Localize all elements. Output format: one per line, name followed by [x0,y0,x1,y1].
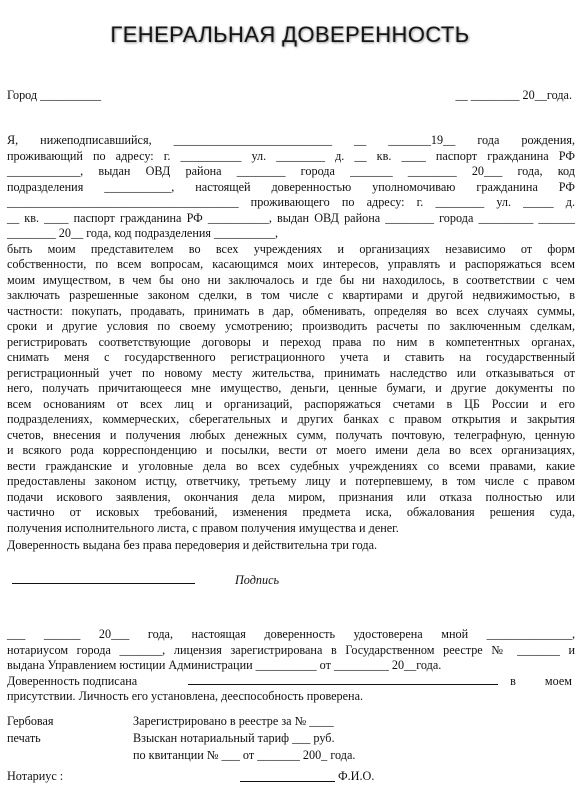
validity-line: Доверенность выдана без права передоверия и действительна три года. [7,538,378,552]
paragraph-line: собственности, по всем вопросам, касающимся моих интересов, управлять и распоряжаться всем [7,257,575,271]
paragraph-line: ____________, выдан ОВД района ________ города _______ ________ 20___ года, код [7,164,575,178]
signature-label: Подпись [235,573,280,587]
paragraph-line: предоставлены законом истцу, ответчику, третьему лицу и потерпевшему, в том числе с правом [7,474,575,488]
paragraph-line: частности: покупать, продавать, принимать в дар, обменивать, определяя во всех случаях суммы, [7,303,575,318]
paragraph-line: счетов, внесения и получения любых денежных сумм, получать почтовую, телеграфную, ценную [7,427,575,442]
paragraph-line: подразделениях, коммерческих, сберегательных и других банках с правом открытия и закрытия [7,412,575,426]
paragraph-line: подразделения ___________, настоящей доверенностью уполномочиваю гражданина РФ [7,179,575,194]
notary-signature-underline [240,781,335,782]
paragraph-line: быть моим представителем во всех учреждениях и организациях независимо от форм [7,241,575,256]
registry-line: Взыскан нотариальный тариф ___ руб. [133,731,335,745]
stamp-label: печать [7,731,41,745]
city-line: Город __________ [7,88,102,102]
presence-line: присутствии. Личность его установлена, дееспособность проверена. [7,689,364,703]
paragraph-line: ___ ______ 20___ года, настоящая доверенность удостоверена мной ______________, [7,627,575,641]
paragraph-line: частично от исковых требований, изменения предмета иска, обжалования решения суда, [7,505,575,519]
registry-line: по квитанции № ___ от _______ 200_ года. [133,748,356,762]
signature-underline [12,583,195,584]
notary-label: Нотариус : [7,769,64,783]
paragraph-line: моим имуществом, в чем бы оно ни заключалось и где бы ни находилось, в соответствии с чем [7,272,575,287]
paragraph-line: снимать меня с государственного регистрационного учета и ставить на государственный [7,350,575,364]
fio-label: Ф.И.О. [338,769,375,783]
signed-label: Доверенность подписана [7,674,138,688]
notary-paragraph [7,627,575,674]
paragraph-line: регистрировать соответствующие договоры и переход права по ним в компетентных органах, [7,334,575,349]
paragraph-line: всем основаниям от всех лиц и организаций, распоряжаться счетами в ЦБ России и его [7,396,575,411]
paragraph-line: сроки и другие условия по своему усмотрению; производить расчеты по заключенным сделкам, [7,319,575,333]
paragraph-line: и всякого рода корреспонденцию и посылки, вести от моего имени дела во всех организациях, [7,443,575,457]
paragraph-line: вести гражданские и уголовные дела во всех судебных учреждениях со всеми правами, какие [7,458,575,473]
paragraph-line: регистрационный учет по новому месту жительства, принимать наследство или отказываться от [7,365,575,380]
main-paragraph [7,133,575,536]
paragraph-line: ______________________________________ проживающего по адресу: г. ________ ул. _____ д. [7,195,575,209]
paragraph-line: выдана Управлением юстиции Администрации __________ от _________ 20__года. [7,658,442,672]
paragraph-line: получения исполнительного листа, с правом получения имущества и денег. [7,520,399,535]
paragraph-line: __ кв. ____ паспорт гражданина РФ __________, выдан ОВД района ________ города _________ ______ [7,210,575,225]
signed-right: в моем [510,674,572,688]
paragraph-line: него, получать причитающееся мне имущество, деньги, ценные бумаги, и другие документы по [7,381,575,395]
paragraph-line: заключать разрешенные законом сделки, в том числе с квартирами и другой недвижимостью, в [7,288,575,302]
paragraph-line: подачи искового заявления, окончания дела миром, признания или отказа полностью или [7,489,575,504]
paragraph-line: проживающий по адресу: г. __________ ул. ________ д. __ кв. ____ паспорт гражданина РФ [7,148,575,163]
signed-underline [188,684,498,685]
date-line: __ ________ 20__года. [455,88,572,102]
stamp-label: Гербовая [7,714,54,728]
registry-line: Зарегистрировано в реестре за № ____ [133,714,334,728]
paragraph-line: ________ 20__ года, код подразделения __________, [7,226,278,240]
paragraph-line: нотариусом города _______, лицензия зарегистрирована в Государственном реестре № _______ и [7,642,575,657]
paragraph-line: Я, нижеподписавшийся, __________________________ __ _______19__ года рождения, [7,133,575,147]
document-title: ГЕНЕРАЛЬНАЯ ДОВЕРЕННОСТЬ [110,22,470,47]
